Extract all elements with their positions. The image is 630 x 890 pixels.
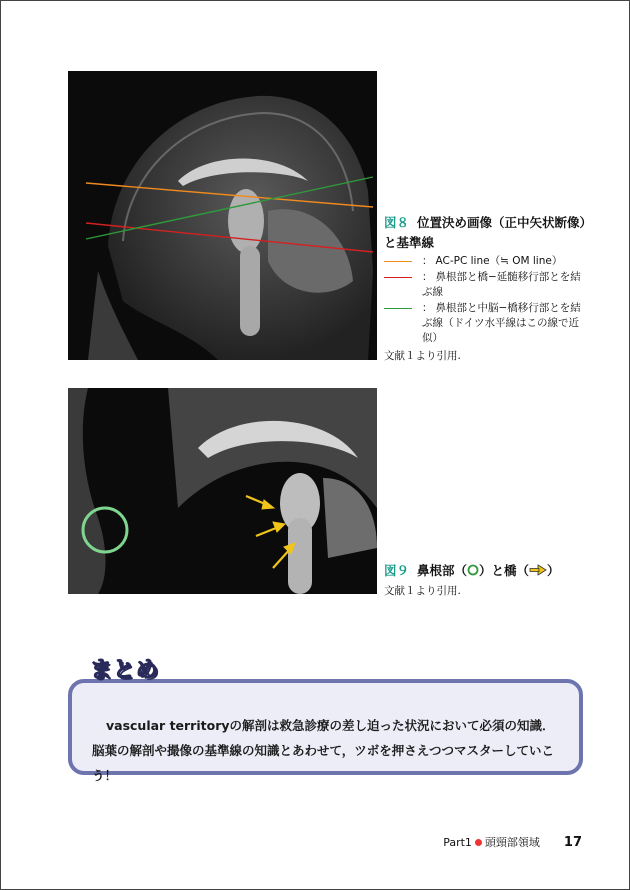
footer-section: 頭頸部領域: [484, 836, 540, 849]
footer-part: Part1: [443, 835, 472, 849]
legend-item-green: ： 鼻根部と中脳−橋移行部とを結ぶ線（ドイツ水平線はこの線で近似）: [384, 301, 589, 346]
figure8-caption: [384, 213, 589, 364]
figure8-number: 図８: [384, 215, 410, 230]
summary-text: vascular territoryの解剖は救急診療の差し迫った状況において必須の知識．脳葉の解剖や撮像の基準線の知識とあわせて，ツボを押さえつつマスターしていこう！: [92, 718, 555, 783]
summary-section: [68, 655, 583, 783]
page-footer: [443, 834, 582, 850]
green-circle-icon: [467, 564, 479, 576]
figure9-source: 文献１より引用.: [384, 585, 461, 597]
figure8-source: 文献１より引用.: [384, 350, 461, 362]
legend-item-orange: ： AC-PC line（≒ OM line）: [384, 254, 589, 269]
orange-line-swatch: [384, 261, 412, 262]
sagittal-mri-image: [68, 71, 377, 360]
red-line-swatch: [384, 277, 412, 278]
yellow-arrow-icon: [529, 564, 547, 576]
green-line-swatch: [384, 308, 412, 309]
figure9-caption: [384, 561, 604, 599]
summary-box: [68, 679, 583, 783]
legend-item-red: ： 鼻根部と橋−延髄移行部とを結ぶ線: [384, 270, 589, 300]
figure9-number: 図９: [384, 563, 410, 578]
sagittal-mri-zoom-image: [68, 388, 377, 594]
figure8-title: 図８ 位置決め画像（正中矢状断像）と基準線: [384, 215, 586, 250]
figure9-title: 図９ 鼻根部（ ）と橋（ ）: [384, 563, 560, 578]
summary-heading: まとめ: [90, 658, 160, 683]
footer-dot-icon: [475, 839, 482, 846]
page-number: 17: [563, 834, 582, 850]
